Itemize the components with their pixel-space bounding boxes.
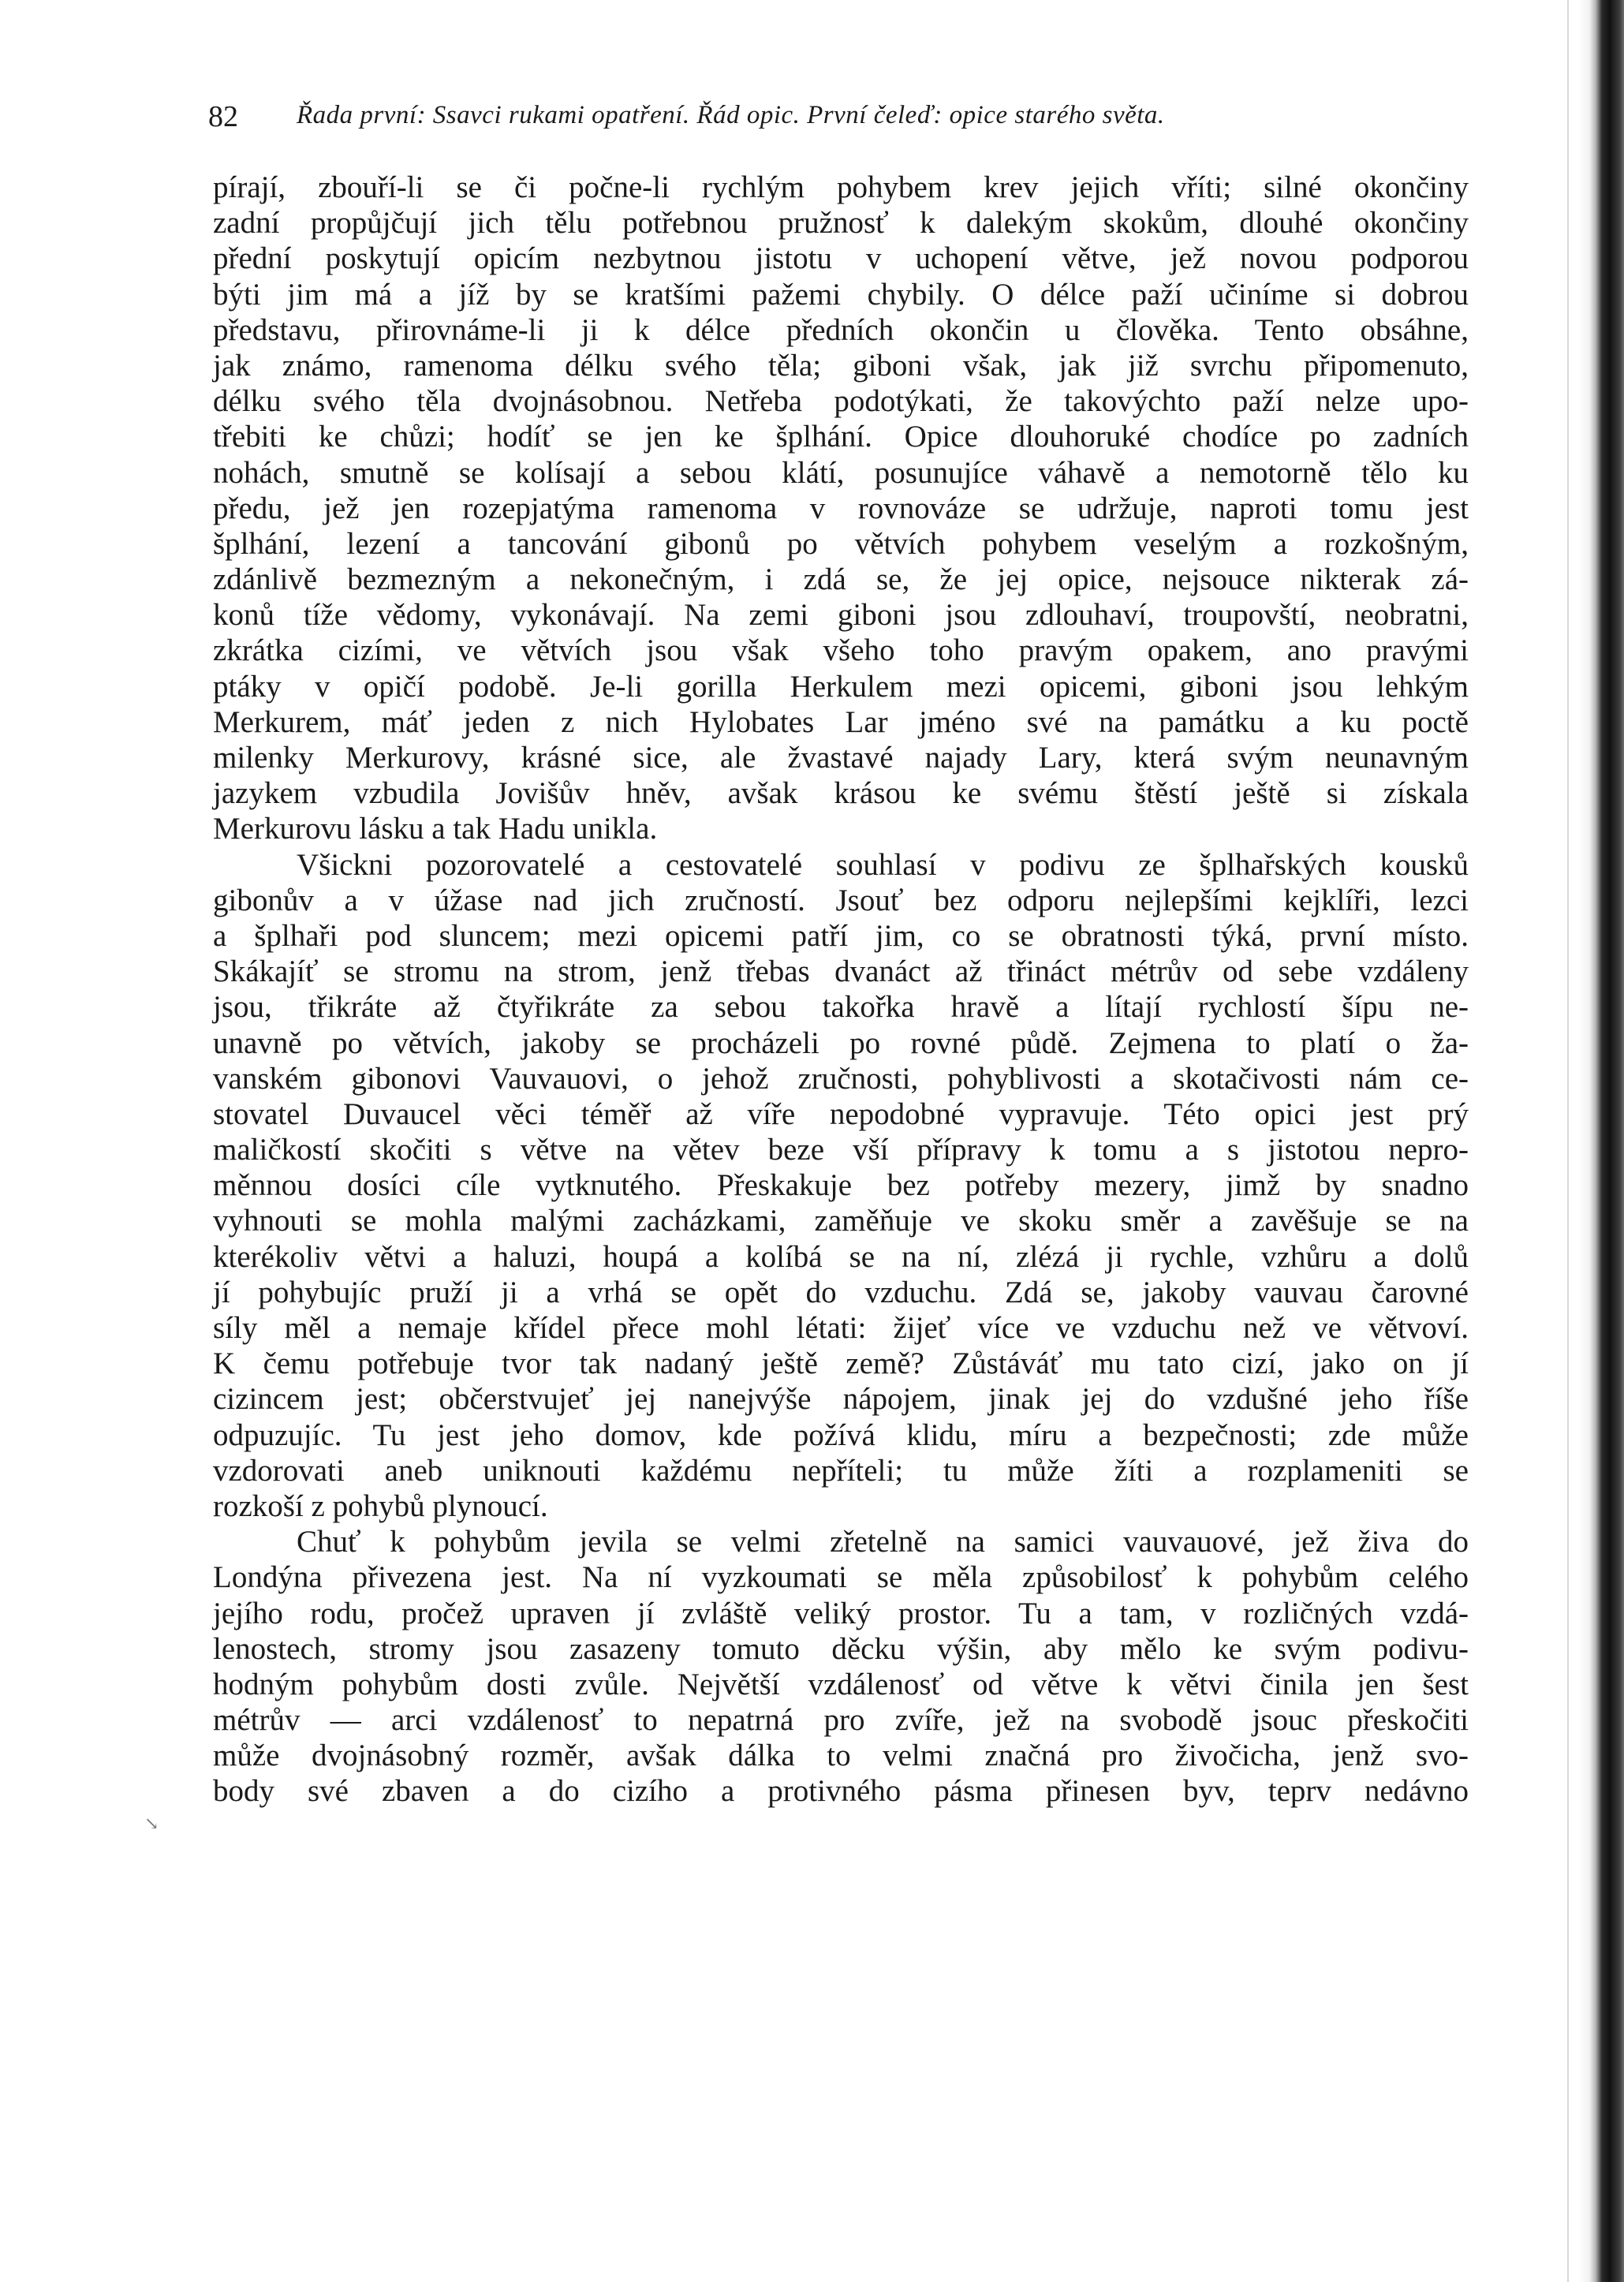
text-line: vzdorovati aneb uniknouti každému nepříteli; tu může žíti a rozplameniti se	[213, 1453, 1469, 1488]
text-line: Merkurem, máť jeden z nich Hylobates Lar jméno své na památku a ku poctě	[213, 704, 1469, 739]
text-line: kterékoliv větvi a haluzi, houpá a kolíbá se na ní, zlézá ji rychle, vzhůru a dolů	[213, 1239, 1469, 1274]
text-line: zadní propůjčují jich tělu potřebnou pružnosť k dalekým skokům, dlouhé okončiny	[213, 206, 1469, 241]
text-line: maličkostí skočiti s větve na větev beze vší přípravy k tomu a s jistotou nepro-	[213, 1133, 1469, 1167]
text-line: unavně po větvích, jakoby se procházeli po rovné půdě. Zejmena to platí o ža-	[213, 1025, 1469, 1060]
text-line: Skákajíť se stromu na strom, jenž třebas dvanáct až třináct métrův od sebe vzdáleny	[213, 954, 1469, 989]
text-line: stovatel Duvaucel věci téměř až víře nepodobné vypravuje. Této opici jest prý	[213, 1096, 1469, 1131]
page-number: 82	[208, 100, 238, 133]
text-line: měnnou dosíci cíle vytknutého. Přeskakuje bez potřeby mezery, jimž by snadno	[213, 1168, 1469, 1203]
text-line: body své zbaven a do cizího a protivného pásma přinesen byv, teprv nedávno	[213, 1774, 1469, 1809]
text-line: zkrátka cizími, ve větvích jsou však všeho toho pravým opakem, ano pravými	[213, 633, 1469, 668]
text-line: zdánlivě bezmezným a nekonečným, i zdá se, že jej opice, nejsouce nikterak zá-	[213, 562, 1469, 597]
text-line: a šplhaři pod sluncem; mezi opicemi patří jim, co se obratnosti týká, první místo.	[213, 918, 1469, 953]
text-line: vanském gibonovi Vauvauovi, o jehož zručnosti, pohyblivosti a skotačivosti nám ce-	[213, 1061, 1469, 1096]
text-line: gibonův a v úžase nad jich zručností. Jsouť bez odporu nejlepšími kejklíři, lezci	[213, 883, 1469, 917]
text-line: délku svého těla dvojnásobnou. Netřeba podotýkati, že takovýchto paží nelze upo-	[213, 384, 1469, 419]
text-line: vyhnouti se mohla malými zacházkami, zaměňuje ve skoku směr a zavěšuje se na	[213, 1204, 1469, 1238]
text-line: předu, jež jen rozepjatýma ramenoma v rovnováze se udržuje, naproti tomu jest	[213, 491, 1469, 525]
text-line: představu, přirovnáme-li ji k délce předních okončin u člověka. Tento obsáhne,	[213, 312, 1469, 347]
text-line: métrův — arci vzdálenosť to nepatrná pro zvíře, jež na svobodě jsouc přeskočiti	[213, 1703, 1469, 1738]
text-line: jazykem vzbudila Jovišův hněv, avšak krásou ke svému štěstí ještě si získala	[213, 776, 1469, 811]
text-line: cizincem jest; občerstvujeť jej nanejvýše nápojem, jinak jej do vzdušné jeho říše	[213, 1382, 1469, 1417]
text-line: nohách, smutně se kolísají a sebou klátí, posunujíce váhavě a nemotorně tělo ku	[213, 455, 1469, 490]
text-line: býti jim má a jíž by se kratšími pažemi chybily. O délce paží učiníme si dobrou	[213, 277, 1469, 312]
text-line: může dvojnásobný rozměr, avšak dálka to velmi značná pro živočicha, jenž svo-	[213, 1739, 1469, 1773]
body-text	[213, 170, 1469, 1810]
text-line: třebiti ke chůzi; hodíť se jen ke šplhání. Opice dlouhoruké chodíce po zadních	[213, 420, 1469, 454]
text-line: jí pohybujíc pruží ji a vrhá se opět do vzduchu. Zdá se, jakoby vauvau čarovné	[213, 1275, 1469, 1309]
text-line: jsou, třikráte až čtyřikráte za sebou takořka hravě a lítají rychlostí šípu ne-	[213, 990, 1469, 1025]
page-edge-line	[1567, 0, 1569, 2282]
text-line: přední poskytují opicím nezbytnou jistotu v uchopení větve, jež novou podporou	[213, 241, 1469, 276]
text-line: hodným pohybům dosti zvůle. Největší vzdálenosť od větve k větvi činila jen šest	[213, 1667, 1469, 1701]
paragraph-end-line: Merkurovu lásku a tak Hadu unikla.	[213, 812, 658, 846]
text-line: jejího rodu, pročež upraven jí zvláště veliký prostor. Tu a tam, v rozličných vzdá-	[213, 1596, 1469, 1630]
paragraph-start-line: Chuť k pohybům jevila se velmi zřetelně na samici vauvauové, jež živa do	[297, 1525, 1469, 1559]
stray-mark: ↘	[144, 1814, 159, 1834]
text-line: K čemu potřebuje tvor tak nadaný ještě země? Zůstáváť mu tato cizí, jako on jí	[213, 1346, 1469, 1381]
paragraph-start-line: Všickni pozorovatelé a cestovatelé souhlasí v podivu ze šplhařských kousků	[297, 847, 1469, 882]
text-line: šplhání, lezení a tancování gibonů po větvích pohybem veselým a rozkošným,	[213, 526, 1469, 561]
text-line: jak známo, ramenoma délku svého těla; giboni však, jak již svrchu připomenuto,	[213, 348, 1469, 383]
text-line: konů tíže vědomy, vykonávají. Na zemi giboni jsou zdlouhaví, troupovští, neobratni,	[213, 598, 1469, 633]
running-title: Řada první: Ssavci rukami opatření. Řád opic. První čeleď: opice starého světa.	[297, 101, 1165, 129]
text-line: síly měl a nemaje křídel přece mohl létati: žijeť více ve vzduchu než ve větvoví.	[213, 1311, 1469, 1345]
text-line: Londýna přivezena jest. Na ní vyzkoumati se měla způsobilosť k pohybům celého	[213, 1560, 1469, 1595]
text-line: lenostech, stromy jsou zasazeny tomuto děcku výšin, aby mělo ke svým podivu-	[213, 1631, 1469, 1666]
text-line: milenky Merkurovy, krásné sice, ale žvastavé najady Lary, která svým neunavným	[213, 741, 1469, 775]
text-line: ptáky v opičí podobě. Je-li gorilla Herkulem mezi opicemi, giboni jsou lehkým	[213, 669, 1469, 704]
page-header	[208, 99, 1387, 147]
text-line: pírají, zbouří-li se či počne-li rychlým pohybem krev jejich vříti; silné okončiny	[213, 170, 1469, 204]
paragraph-end-line: rozkoší z pohybů plynoucí.	[213, 1488, 548, 1523]
text-line: odpuzujíc. Tu jest jeho domov, kde požívá klidu, míru a bezpečnosti; zde může	[213, 1417, 1469, 1452]
page-edge-shadow	[1578, 0, 1624, 2282]
